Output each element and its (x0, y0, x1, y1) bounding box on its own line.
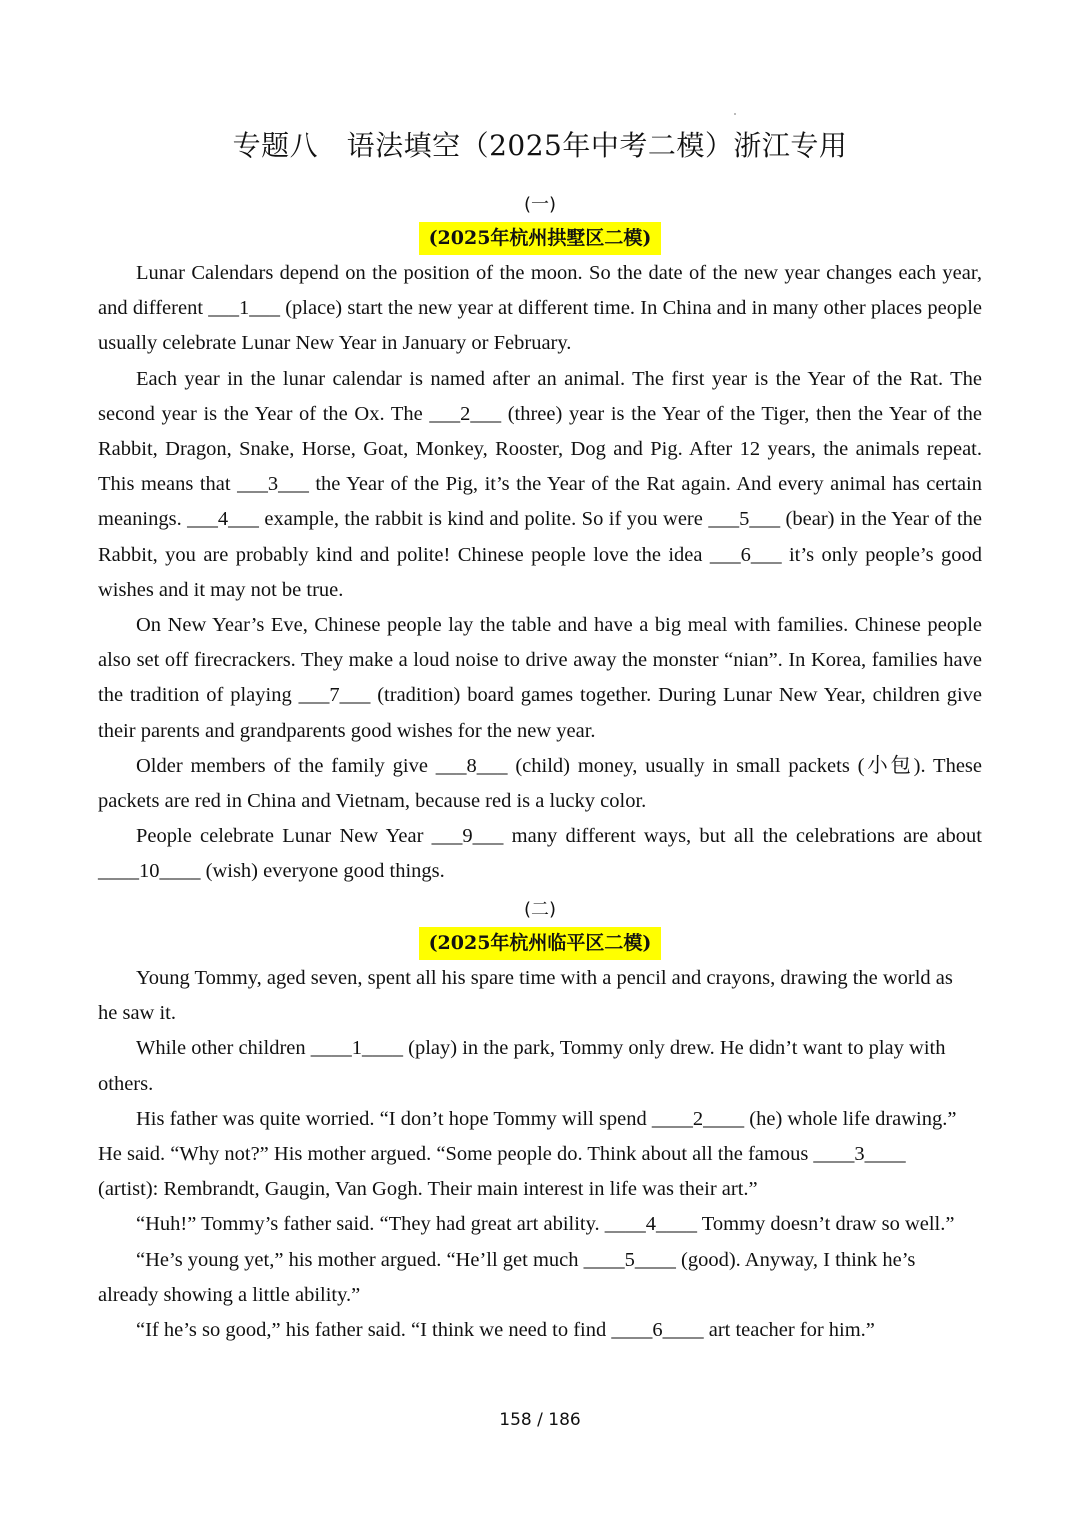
page-indicator: 158 / 186 (499, 1410, 581, 1430)
section-1-paragraph-5: People celebrate Lunar New Year ___9___ many different ways, but all the celebrations are about ____10____ (wish) everyone good things. (98, 825, 982, 883)
section-2-number: (二) (523, 899, 557, 920)
section-1-source-wrap (0, 222, 1080, 255)
section-2-paragraph-2: While other children ____1____ (play) in the park, Tommy only drew. He didn’t want to play with others. (98, 1037, 946, 1095)
section-2-source-badge: (2025年杭州临平区二模) (419, 927, 662, 960)
section-1-paragraph-3: On New Year’s Eve, Chinese people lay the table and have a big meal with families. Chinese people also set off firecrackers. They make a loud noise to drive away the monster “nian”. In Korea, families have the tradition of playing ___7___ (tradition) board games together. During Lunar New Year, children give their parents and grandparents good wishes for the new year. (98, 614, 982, 742)
section-2-source-wrap (0, 927, 1080, 960)
section-1-number: (一) (523, 194, 557, 215)
section-1-source-badge: (2025年杭州拱墅区二模) (419, 222, 662, 255)
scan-speck (734, 113, 736, 115)
section-2-paragraph-5: “He’s young yet,” his mother argued. “He’ll get much ____5____ (good). Anyway, I think he’s already showing a little ability.” (98, 1248, 916, 1306)
section-2-paragraph-4: “Huh!” Tommy’s father said. “They had great art ability. ____4____ Tommy doesn’t draw so well.” (136, 1213, 955, 1236)
section-1-paragraph-1: Lunar Calendars depend on the position of the moon. So the date of the new year changes each year, and different ___1___ (place) start the new year at different time. In China and in many other places people usually celebrate Lunar New Year in January or February. (98, 262, 982, 355)
section-2-paragraph-1: Young Tommy, aged seven, spent all his spare time with a pencil and crayons, drawing the world as he saw it. (98, 967, 953, 1025)
section-2-paragraph-6: “If he’s so good,” his father said. “I think we need to find ____6____ art teacher for him.” (136, 1319, 875, 1342)
section-2-passage (98, 961, 970, 1348)
section-2-paragraph-3: His father was quite worried. “I don’t hope Tommy will spend ____2____ (he) whole life drawing.” He said. “Why not?” His mother argued. “Some people do. Think about all the famous ____3____ (artist): Rembrandt, Gaugin, Van Gogh. Their main interest in life was their art.” (98, 1107, 957, 1201)
section-1-paragraph-4: Older members of the family give ___8___ (child) money, usually in small packets (小包). These packets are red in China and Vietnam, because red is a lucky color. (98, 754, 982, 813)
section-1-passage (98, 256, 982, 890)
page-title: 专题八 语法填空（2025年中考二模）浙江专用 (232, 129, 848, 162)
section-1-paragraph-2: Each year in the lunar calendar is named after an animal. The first year is the Year of the Rat. The second year is the Year of the Ox. The ___2___ (three) year is the Year of the Tiger, then the Year of the Rabbit, Dragon, Snake, Horse, Goat, Monkey, Rooster, Dog and Pig. After 12 years, the animals repeat. This means that ___3___ the Year of the Pig, it’s the Year of the Rat again. And every animal has certain meanings. ___4___ example, the rabbit is kind and polite. So if you were ___5___ (bear) in the Year of the Rabbit, you are probably kind and polite! Chinese people love the idea ___6___ it’s only people’s good wishes and it may not be true. (98, 367, 982, 601)
